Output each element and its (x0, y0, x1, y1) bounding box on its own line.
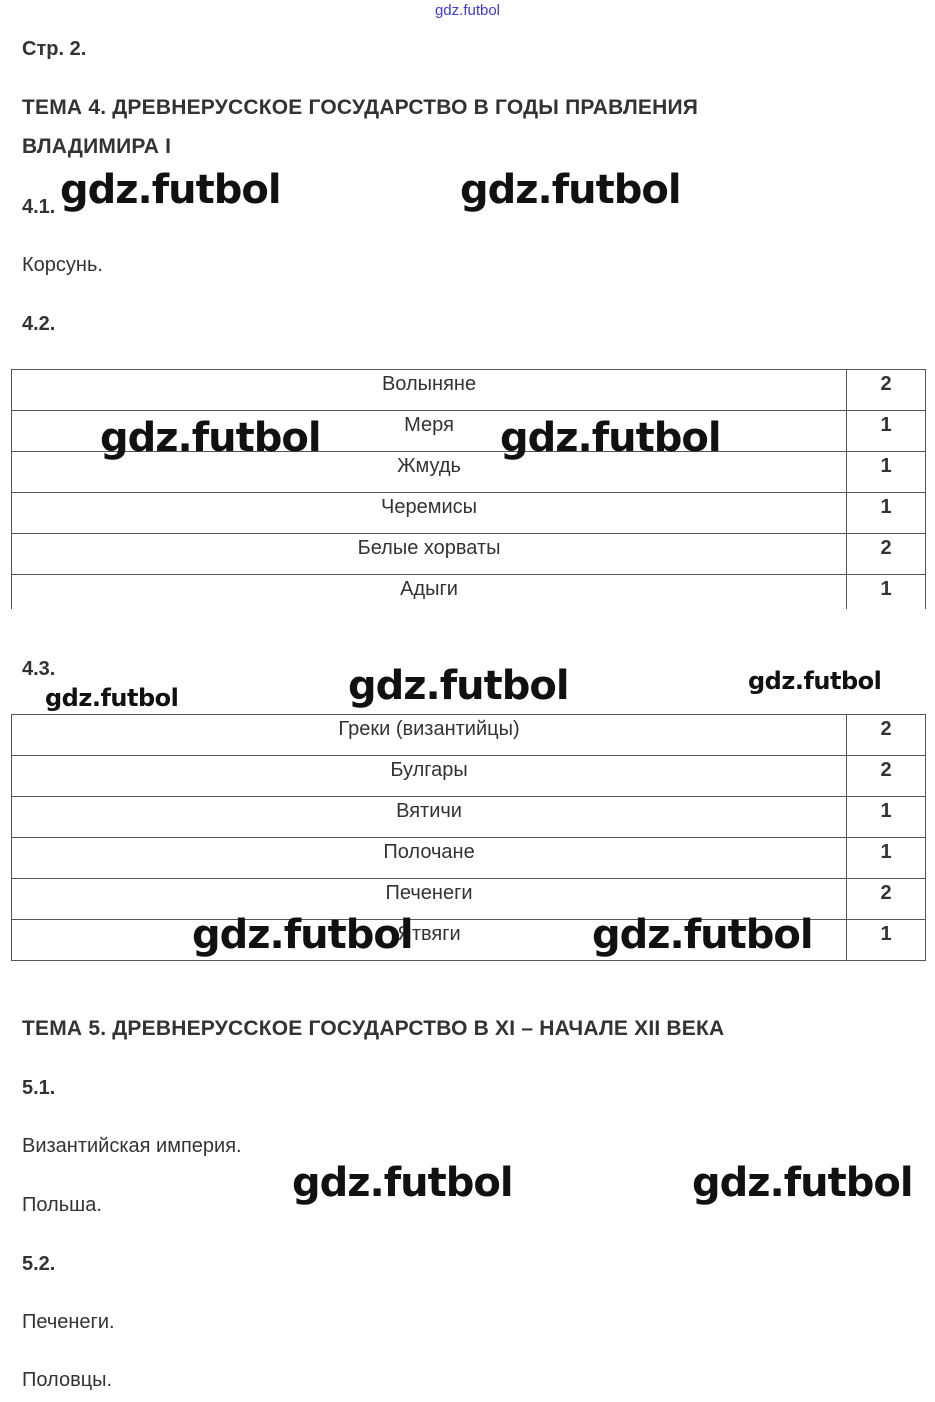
tribe-value: 2 (847, 534, 926, 575)
question-4-3-label: 4.3. (22, 658, 56, 680)
tribe-value: 1 (847, 575, 926, 610)
table-row (12, 370, 926, 411)
tribe-value: 2 (847, 756, 926, 797)
tribe-name: Жмудь (12, 452, 847, 493)
watermark-text: gdz.futbol (348, 663, 569, 709)
tribe-value: 1 (847, 411, 926, 452)
tribe-name: Меря (12, 411, 847, 452)
tribe-value: 1 (847, 797, 926, 838)
tribe-value: 1 (847, 493, 926, 534)
watermark-text: gdz.futbol (100, 415, 321, 461)
tribe-name: Греки (византийцы) (12, 715, 847, 756)
watermark-text: gdz.futbol (748, 667, 882, 695)
watermark-text: gdz.futbol (592, 912, 813, 958)
watermark-text: gdz.futbol (192, 912, 413, 958)
tribe-value: 2 (847, 879, 926, 920)
question-5-2-answer-2: Половцы. (22, 1369, 113, 1391)
tribe-value: 1 (847, 452, 926, 493)
topic-4-title-line2: ВЛАДИМИРА I (22, 135, 172, 158)
topic-5-title: ТЕМА 5. ДРЕВНЕРУССКОЕ ГОСУДАРСТВО В XI – НАЧАЛЕ XII ВЕКА (22, 1017, 725, 1040)
question-5-1-answer-2: Польша. (22, 1194, 102, 1216)
question-5-1-label: 5.1. (22, 1077, 56, 1099)
tribe-name: Печенеги (12, 879, 847, 920)
tribe-value: 1 (847, 920, 926, 961)
watermark-text: gdz.futbol (460, 167, 681, 213)
watermark-text: gdz.futbol (692, 1160, 913, 1206)
watermark-text: gdz.futbol (60, 167, 281, 213)
tribe-value: 2 (847, 370, 926, 411)
table-row (12, 756, 926, 797)
page-reference: Стр. 2. (22, 38, 87, 60)
tribe-name: Вятичи (12, 797, 847, 838)
table-row (12, 493, 926, 534)
table-row (12, 797, 926, 838)
topic-4-title-line1: ТЕМА 4. ДРЕВНЕРУССКОЕ ГОСУДАРСТВО В ГОДЫ ПРАВЛЕНИЯ (22, 96, 699, 119)
tribe-value: 2 (847, 715, 926, 756)
question-5-1-answer-1: Византийская империя. (22, 1135, 242, 1157)
table-row (12, 715, 926, 756)
tribes-table-4-2 (11, 369, 926, 609)
tribe-name: Полочане (12, 838, 847, 879)
tribe-name: Ятвяги (12, 920, 847, 961)
watermark-text: gdz.futbol (45, 684, 179, 712)
tribe-name: Волыняне (12, 370, 847, 411)
watermark-text: gdz.futbol (500, 415, 721, 461)
table-row (12, 534, 926, 575)
question-5-2-answer-1: Печенеги. (22, 1311, 115, 1333)
question-4-2-label: 4.2. (22, 313, 56, 335)
table-row (12, 838, 926, 879)
watermark-text: gdz.futbol (292, 1160, 513, 1206)
tribe-value: 1 (847, 838, 926, 879)
top-watermark: gdz.futbol (434, 2, 501, 19)
question-4-1-answer: Корсунь. (22, 254, 103, 276)
tribe-name: Черемисы (12, 493, 847, 534)
table-row (12, 575, 926, 610)
tribe-name: Белые хорваты (12, 534, 847, 575)
question-4-1-label: 4.1. (22, 196, 56, 218)
tribe-name: Булгары (12, 756, 847, 797)
tribe-name: Адыги (12, 575, 847, 610)
question-5-2-label: 5.2. (22, 1253, 56, 1275)
